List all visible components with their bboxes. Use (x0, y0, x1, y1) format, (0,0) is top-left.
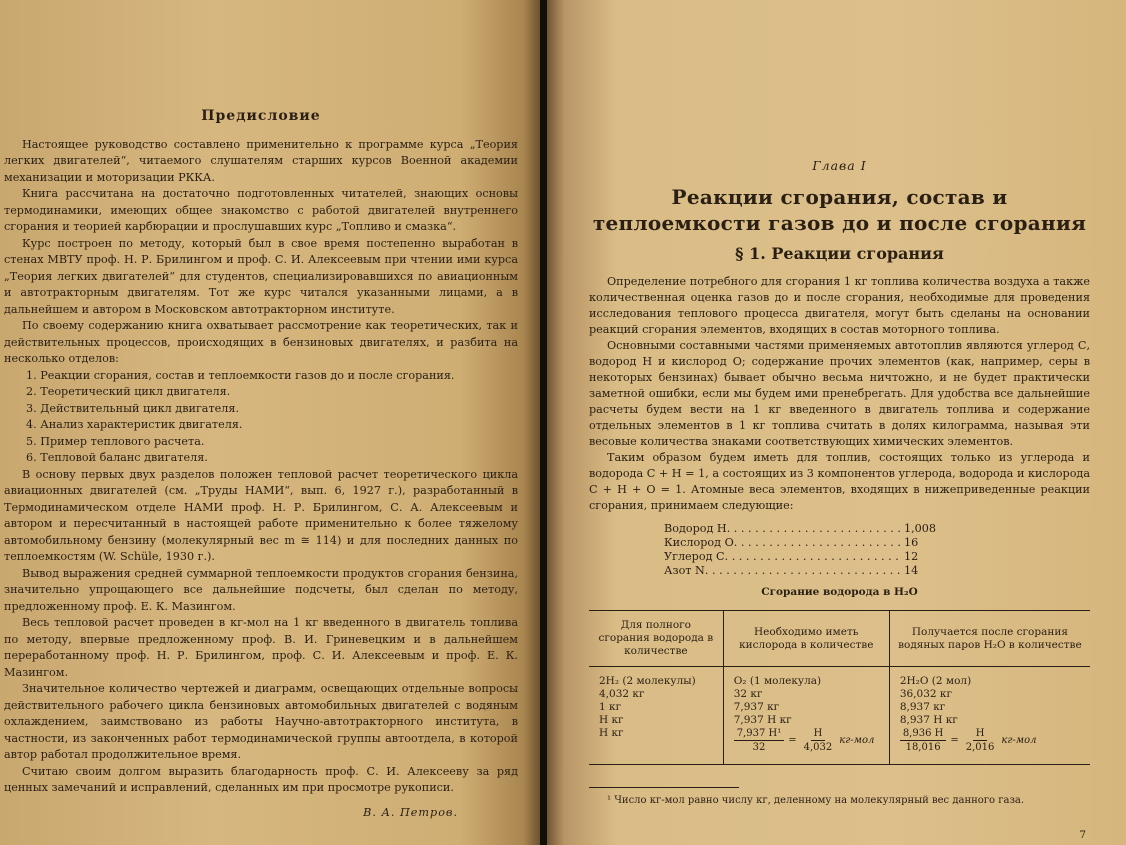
fraction (734, 727, 785, 754)
equals-sign: = (788, 735, 797, 746)
element-weight: 16 (904, 536, 919, 549)
table-caption: Сгорание водорода в H₂O (761, 586, 918, 598)
preface-paragraph: Настоящее руководство составлено применительно к программе курса „Теория легких двигателей“, читаемого слушателям старших курсов Военной академии механизации и моторизации РККА. (4, 137, 518, 184)
element-name: Углерод C (664, 550, 725, 563)
table-row (589, 667, 1090, 765)
leader-dots (734, 536, 902, 550)
footnote-divider (589, 787, 739, 788)
element-weight: 12 (904, 550, 919, 563)
element-name: Азот N (664, 564, 705, 577)
cell-line: 7,937 кг (733, 701, 780, 713)
fraction-numerator: H (811, 727, 826, 741)
section-list-item: 1. Реакции сгорания, состав и теплоемкости газов до и после сгорания. (26, 368, 455, 382)
section-list-item: 5. Пример теплового расчета. (26, 434, 205, 448)
section-list-item: 6. Тепловой баланс двигателя. (26, 451, 208, 464)
right-page (547, 0, 1126, 845)
preface-paragraph: Книга рассчитана на достаточно подготовленных читателей, знающих основы термодинамики, имеющих общее знакомство с работой двигателей внутреннего сгорания и теорией карбюрации и прослушавших курс „Топливо и смазка“. (4, 187, 518, 233)
cell-line: 7,937 H кг (733, 714, 792, 726)
fraction-denominator: 18,016 (905, 742, 941, 753)
book-gutter (540, 0, 547, 845)
leader-dots (727, 522, 902, 536)
fraction-numerator: H (973, 727, 988, 741)
fraction (900, 727, 947, 754)
left-page (0, 0, 540, 845)
atomic-weights-list (664, 522, 937, 578)
fraction (801, 727, 836, 754)
table-header: Получается после сгорания водяных паров H₂O в количестве (889, 611, 1090, 667)
section-list-item: 3. Действительный цикл двигателя. (26, 401, 240, 415)
chapter-title: Реакции сгорания, состав и теплоемкости газов до и после сгорания (592, 185, 1087, 235)
element-name: Кислород O (664, 536, 734, 549)
element-name: Водород H (664, 522, 727, 535)
preface-title: Предисловие (201, 108, 321, 124)
molar-fraction (734, 727, 883, 754)
fraction-denominator: 32 (752, 742, 766, 753)
preface-paragraph: Значительное количество чертежей и диаграмм, освещающих отдельные вопросы действительного рабочего цикла бензиновых автомобильных двигателей с водяным охлаждением, заимствовано из работы Научно-автотракторного института, в частности, из законченных работ термодинамической группы автоотдела, в которой автор работал продолжительное время. (4, 682, 518, 761)
table-cell (889, 667, 1090, 765)
preface-paragraph: В основу первых двух разделов положен тепловой расчет теоретического цикла авиационных двигателей (см. „Труды НАМИ“, вып. 6, 1927 г.), разработанный в Термодинамическом отделе НАМИ проф. Н. Р. Брилингом, С. А. Алексеевым и автором и пересчитанный в настоящей работе применительно к более тяжелому автомобильному бензину (молекулярный вес m ≅ 114) и для последних данных по теплоемкостям (W. Schüle, 1930 г.). (4, 467, 518, 563)
fraction-numerator: 7,937 H¹ (734, 727, 785, 741)
body-paragraph: Определение потребного для сгорания 1 кг топлива количества воздуха а также количественная оценка газов до и после сгорания, необходимые для проведения исследования теплового процесса двигателя, могут быть сделаны на основании реакций сгорания элементов, входящих в состав моторного топлива. (589, 275, 1090, 336)
hydrogen-combustion-table (589, 610, 1090, 765)
cell-line: O₂ (1 молекула) (733, 675, 822, 687)
preface-paragraph: Курс построен по методу, который был в свое время постепенно выработан в стенах МВТУ проф. Н. Р. Брилингом и проф. С. И. Алексеевым при чтении ими курса „Теория легких двигателей“ для студентов, специализировавшихся по авиационным и автотракторным двигателям. Тот же курс читался указанными лицами, а в дальнейшем и автором в Московском автотракторном институте. (4, 236, 518, 316)
fraction-numerator: 8,936 H (900, 727, 947, 741)
fraction (963, 727, 998, 754)
unit-label: кг-мол (1001, 735, 1037, 746)
body-paragraph: Основными составными частями применяемых автотоплив являются углерод С, водород Н и кислород О; содержание прочих элементов (как, например, серы в некоторых бензинах) бывает обычно весьма ничтожно, и не будет практически заметной ошибки, если мы будем ими пренебрегать. Для удобства все дальнейшие расчеты будем вести на 1 кг введенного в двигатель топлива и содержание отдельных элементов в 1 кг топлива считать в долях килограмма, называя эти весовые количества знаками соответствующих химических элементов. (589, 339, 1090, 448)
table-cell (723, 667, 889, 765)
cell-line: 1 кг (599, 701, 622, 713)
leader-dots (725, 550, 902, 564)
element-weight: 1,008 (904, 522, 937, 535)
equals-sign: = (950, 735, 959, 746)
section-list-item: 2. Теоретический цикл двигателя. (26, 385, 231, 398)
preface-paragraph: Весь тепловой расчет проведен в кг-мол на 1 кг введенного в двигатель топлива по методу, впервые предложенному проф. В. И. Гриневецким и в дальнейшем переработанному проф. Н. Р. Брилингом, проф. С. И. Алексеевым и проф. Е. К. Мазингом. (4, 616, 518, 679)
cell-line: 8,937 H кг (899, 714, 958, 726)
atomic-weight-row (664, 522, 937, 536)
unit-label: кг-мол (839, 735, 875, 746)
fraction-denominator: 2,016 (965, 742, 995, 753)
fraction-denominator: 4,032 (803, 742, 833, 753)
table-cell (589, 667, 723, 765)
atomic-weight-row (664, 536, 934, 550)
section-title: § 1. Реакции сгорания (735, 244, 944, 263)
section-list-item: 4. Анализ характеристик двигателя. (26, 418, 243, 431)
footnote: ¹ Число кг-мол равно числу кг, деленному на молекулярный вес данного газа. (607, 795, 1025, 806)
preface-paragraph: Вывод выражения средней суммарной теплоемкости продуктов сгорания бензина, значительно упрощающего все дальнейшие подсчеты, был сделан по методу, предложенному проф. Е. К. Мазингом. (4, 566, 518, 613)
leader-dots (705, 564, 902, 578)
cell-line: H кг (599, 727, 624, 739)
author-signature: В. А. Петров. (363, 805, 458, 819)
cell-line: 2H₂ (2 молекулы) (599, 675, 696, 687)
atomic-weight-row (664, 564, 934, 578)
body-paragraph: Таким образом будем иметь для топлив, состоящих только из углерода и водорода С + Н = 1, а состоящих из 3 компонентов углерода, водорода и кислорода С + Н + О = 1. Атомные веса элементов, входящих в нижеприведенные реакции сгорания, принимаем следующие: (589, 451, 1090, 512)
cell-line: 32 кг (733, 688, 763, 700)
element-weight: 14 (904, 564, 919, 577)
preface-paragraph: Считаю своим долгом выразить благодарность проф. С. И. Алексееву за ряд ценных замечаний и исправлений, сделанных им при просмотре рукописи. (4, 764, 518, 794)
cell-line: 2H₂O (2 мол) (899, 675, 972, 687)
preface-paragraph: По своему содержанию книга охватывает рассмотрение как теоретических, так и действительных процессов, происходящих в бензиновых двигателях, и разбита на несколько отделов: (4, 319, 518, 365)
atomic-weight-row (664, 550, 934, 564)
table-header: Для полного сгорания водорода в количестве (589, 611, 723, 667)
table-header: Необходимо иметь кислорода в количестве (723, 611, 889, 667)
cell-line: 4,032 кг (599, 688, 645, 700)
chapter-label: Глава I (812, 158, 867, 173)
page-number: 7 (1079, 829, 1086, 841)
cell-line: 8,937 кг (899, 701, 946, 713)
cell-line: H кг (599, 714, 624, 726)
cell-line: 36,032 кг (899, 688, 952, 700)
molar-fraction (900, 727, 1084, 754)
